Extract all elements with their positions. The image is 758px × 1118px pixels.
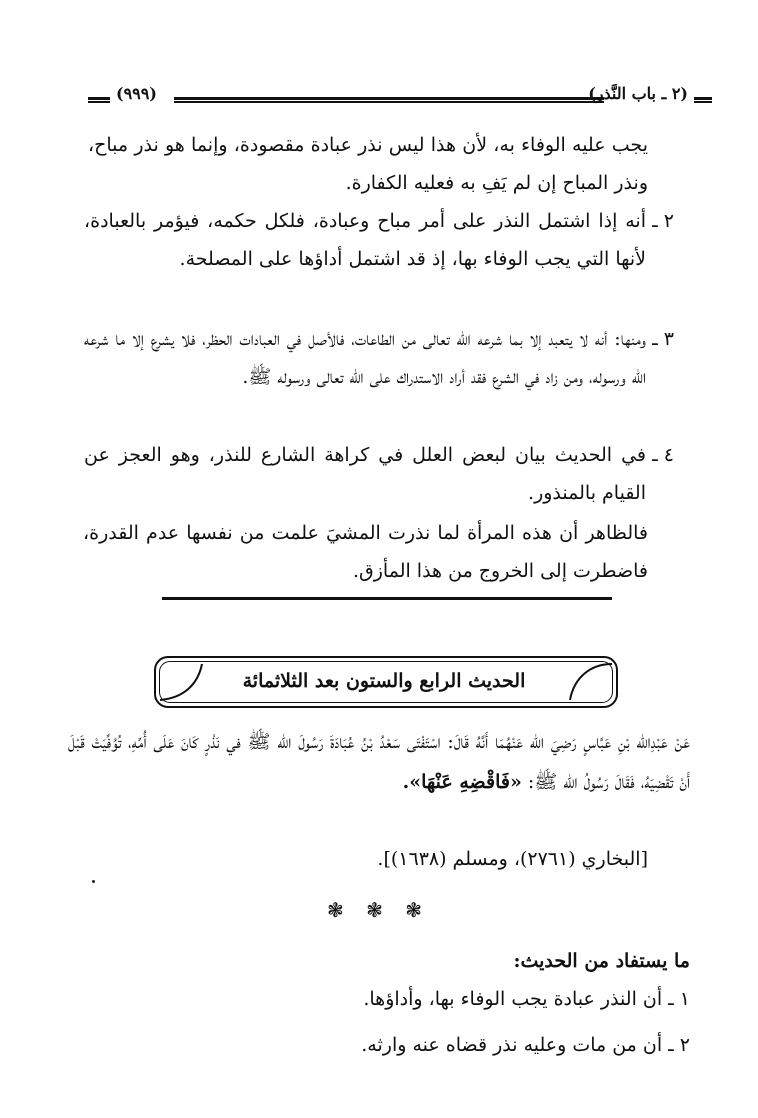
point-2 (84, 202, 674, 278)
chapter-title: (٢ ـ باب النَّذر) (588, 84, 688, 103)
corner-ornament-icon (158, 660, 206, 704)
stray-dot (92, 880, 95, 883)
header-rule (174, 97, 604, 103)
hadith-text: عَنْ عَبْدِالله بْنِ عَبَّاسٍ رَضِيَ الله عَنْهُمَا أَنَّهُ قَالَ: اسْتَفْتَى سَعْدُ بْنُ عُبَادَةَ رَسُولَ الله ﷺ في نَذْرٍ كَانَ عَلَى أُمِّهِ، تُوُفِّيَتْ قَبْلَ أَنْ تَقْضِيَهُ، فَقَالَ رَسُولُ الله ﷺ: (68, 731, 690, 793)
point-text: في الحديث بيان لبعض العلل في كراهة الشارع للنذر، وهو العجز عن القيام بالمنذور. (84, 444, 646, 504)
hadith-title: الحديث الرابع والستون بعد الثلاثمائة (242, 670, 526, 692)
point-text: أنه إذا اشتمل النذر على أمر مباح وعبادة، فلكل حكمه، فيؤمر بالعبادة، لأنها التي يجب الوفاء بها، إذ قد اشتمل أداؤها على المصلحة. (84, 210, 646, 270)
section-separator (162, 597, 612, 600)
benefits-heading: ما يستفاد من الحديث: (513, 950, 690, 972)
point-4 (84, 436, 674, 512)
header-rule-right (694, 97, 712, 103)
ornament-stars-icon: ❃ ❃ ❃ (327, 898, 430, 922)
hadith-title-box (154, 656, 618, 708)
point-text: ومنها: أنه لا يتعبد إلا بما شرعه الله تعالى من الطاعات، فالأصل في العبادات الحظر، فلا يشرع إلا ما شرعه الله ورسوله، ومن زاد في الشرع فقد أراد الاستدراك على الله تعالى ورسوله ﷺ. (84, 328, 646, 388)
closing-paragraph: فالظاهر أن هذه المرأة لما نذرت المشيَ علمت من نفسها عدم القدرة، فاضطرت إلى الخروج من هذا المأزق. (83, 522, 648, 582)
running-header (88, 84, 688, 110)
intro-paragraph: يجب عليه الوفاء به، لأن هذا ليس نذر عبادة مقصودة، وإنما هو نذر مباح، ونذر المباح إن لم يَفِ به فعليه الكفارة. (88, 134, 648, 194)
header-rule-left (88, 97, 110, 103)
point-3 (84, 320, 674, 396)
hadith-text-block (68, 722, 690, 802)
page-number: (٩٩٩) (116, 84, 157, 103)
point-number: ٤ ـ (652, 444, 674, 466)
benefit-item: ٢ ـ أن من مات وعليه نذر قضاه عنه وارثه. (361, 1034, 690, 1056)
point-number: ٣ ـ (652, 328, 674, 350)
point-number: ٢ ـ (652, 210, 674, 232)
hadith-quote: «فَاقْضِهِ عَنْهَا». (402, 771, 522, 793)
benefit-item: ١ ـ أن النذر عبادة يجب الوفاء بها، وأداؤها. (363, 988, 690, 1010)
hadith-source: [البخاري (٢٧٦١)، ومسلم (١٦٣٨)]. (377, 848, 648, 870)
corner-ornament-icon (566, 660, 614, 704)
